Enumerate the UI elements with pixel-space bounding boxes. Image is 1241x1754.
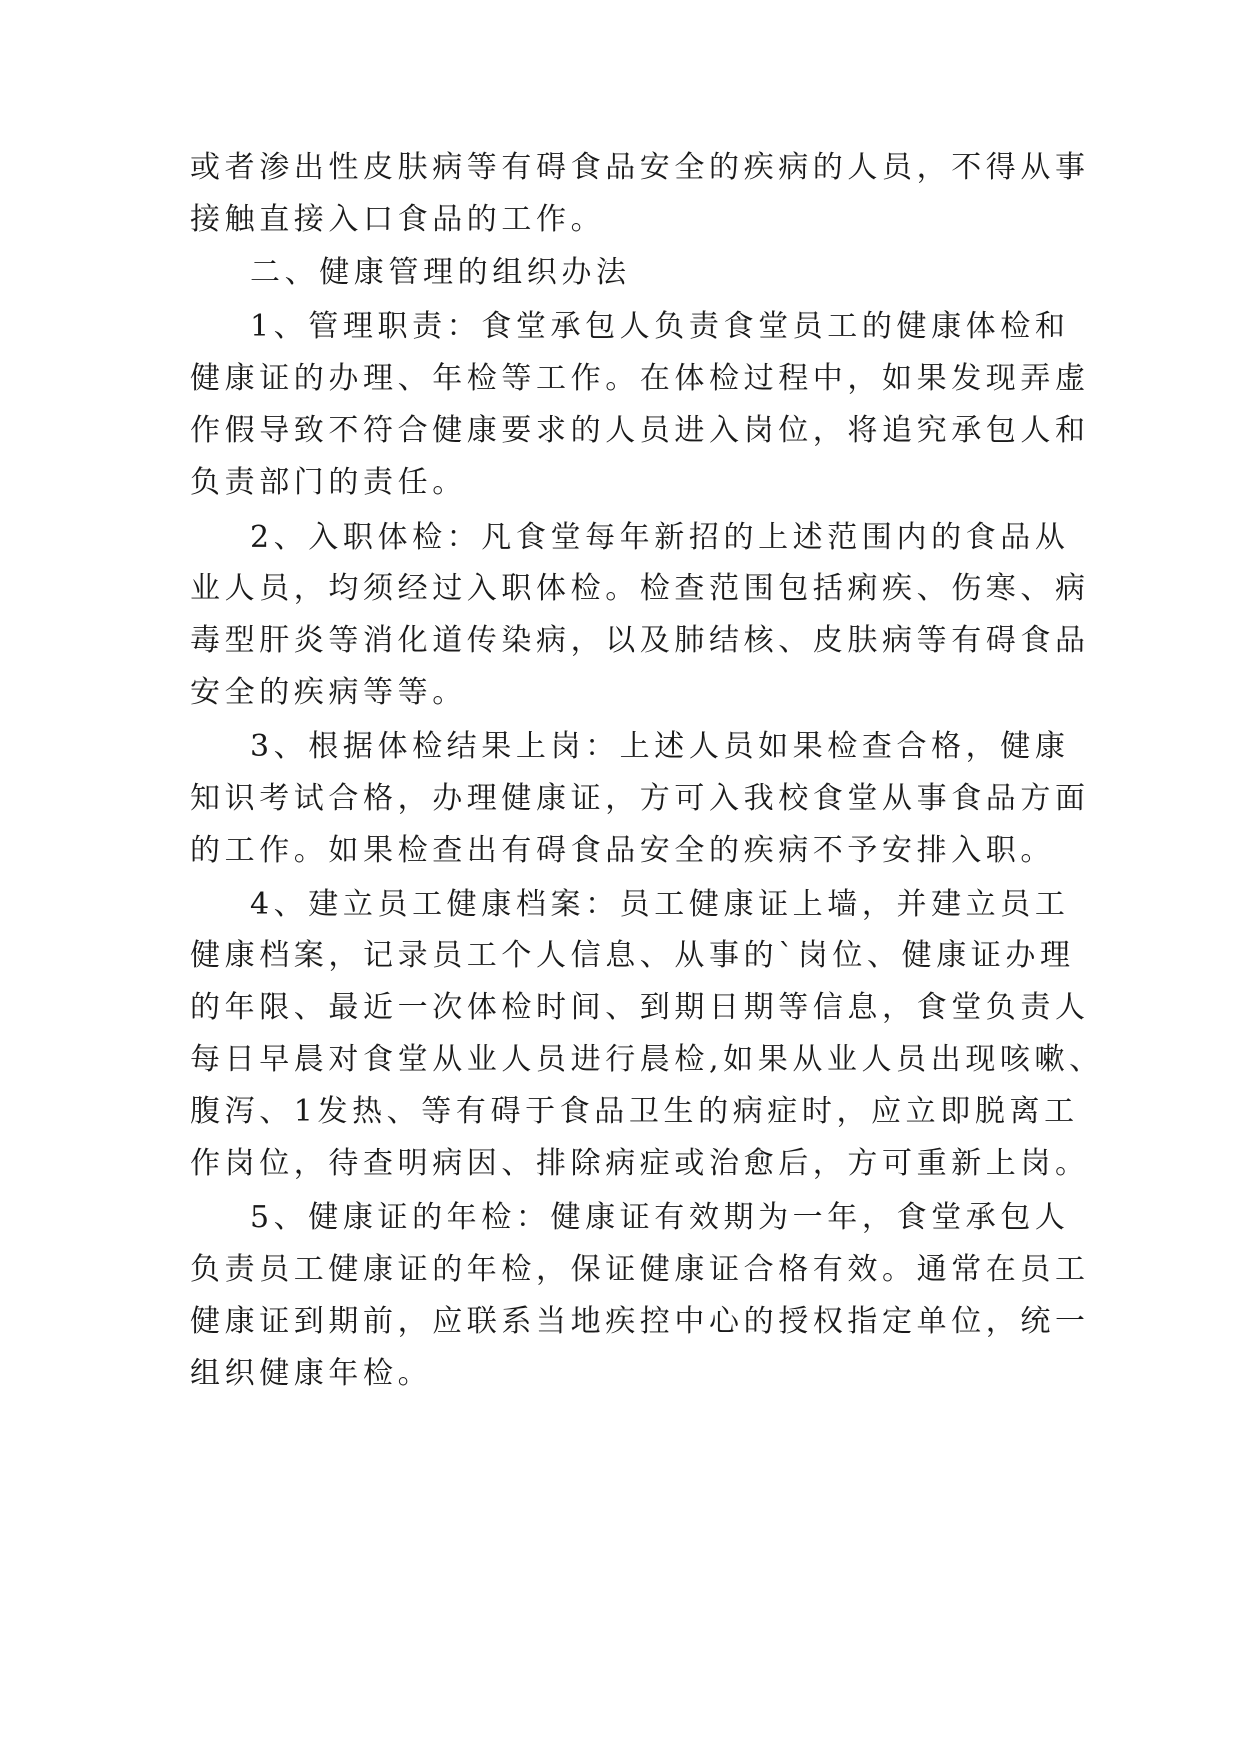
text-line: 健康证到期前，应联系当地疾控中心的授权指定单位，统一 xyxy=(190,1304,1090,1339)
text-line: 业人员，均须经过入职体检。检查范围包括痢疾、伤寒、病 xyxy=(190,571,1090,606)
text-line: 或者渗出性皮肤病等有碍食品安全的疾病的人员，不得从事 xyxy=(190,150,1090,185)
text-line: 的年限、最近一次体检时间、到期日期等信息，食堂负责人 xyxy=(190,990,1090,1025)
section-heading: 二、健康管理的组织办法 xyxy=(250,255,631,290)
paragraph-start: 1、管理职责：食堂承包人负责食堂员工的健康体检和 xyxy=(250,309,1070,344)
text-line: 安全的疾病等等。 xyxy=(190,675,467,710)
text-line: 健康证的办理、年检等工作。在体检过程中，如果发现弄虚 xyxy=(190,361,1090,396)
text-line: 接触直接入口食品的工作。 xyxy=(190,202,606,237)
text-line: 负责部门的责任。 xyxy=(190,465,467,500)
paragraph-start: 3、根据体检结果上岗：上述人员如果检查合格，健康 xyxy=(250,729,1070,764)
text-line: 的工作。如果检查出有碍食品安全的疾病不予安排入职。 xyxy=(190,833,1055,868)
text-line: 作岗位，待查明病因、排除病症或治愈后，方可重新上岗。 xyxy=(190,1146,1090,1181)
text-line: 腹泻、1发热、等有碍于食品卫生的病症时，应立即脱离工 xyxy=(190,1094,1079,1129)
text-line: 健康档案，记录员工个人信息、从事的`岗位、健康证办理 xyxy=(190,938,1075,973)
paragraph-start: 5、健康证的年检：健康证有效期为一年，食堂承包人 xyxy=(250,1200,1070,1235)
text-line: 每日早晨对食堂从业人员进行晨检,如果从业人员出现咳嗽、 xyxy=(190,1042,1104,1077)
text-line: 负责员工健康证的年检，保证健康证合格有效。通常在员工 xyxy=(190,1252,1090,1287)
text-line: 组织健康年检。 xyxy=(190,1356,433,1391)
text-line: 知识考试合格，办理健康证，方可入我校食堂从事食品方面 xyxy=(190,781,1090,816)
paragraph-start: 4、建立员工健康档案：员工健康证上墙，并建立员工 xyxy=(250,887,1070,922)
text-line: 作假导致不符合健康要求的人员进入岗位，将追究承包人和 xyxy=(190,413,1090,448)
paragraph-start: 2、入职体检：凡食堂每年新招的上述范围内的食品从 xyxy=(250,520,1070,555)
text-line: 毒型肝炎等消化道传染病，以及肺结核、皮肤病等有碍食品 xyxy=(190,623,1090,658)
